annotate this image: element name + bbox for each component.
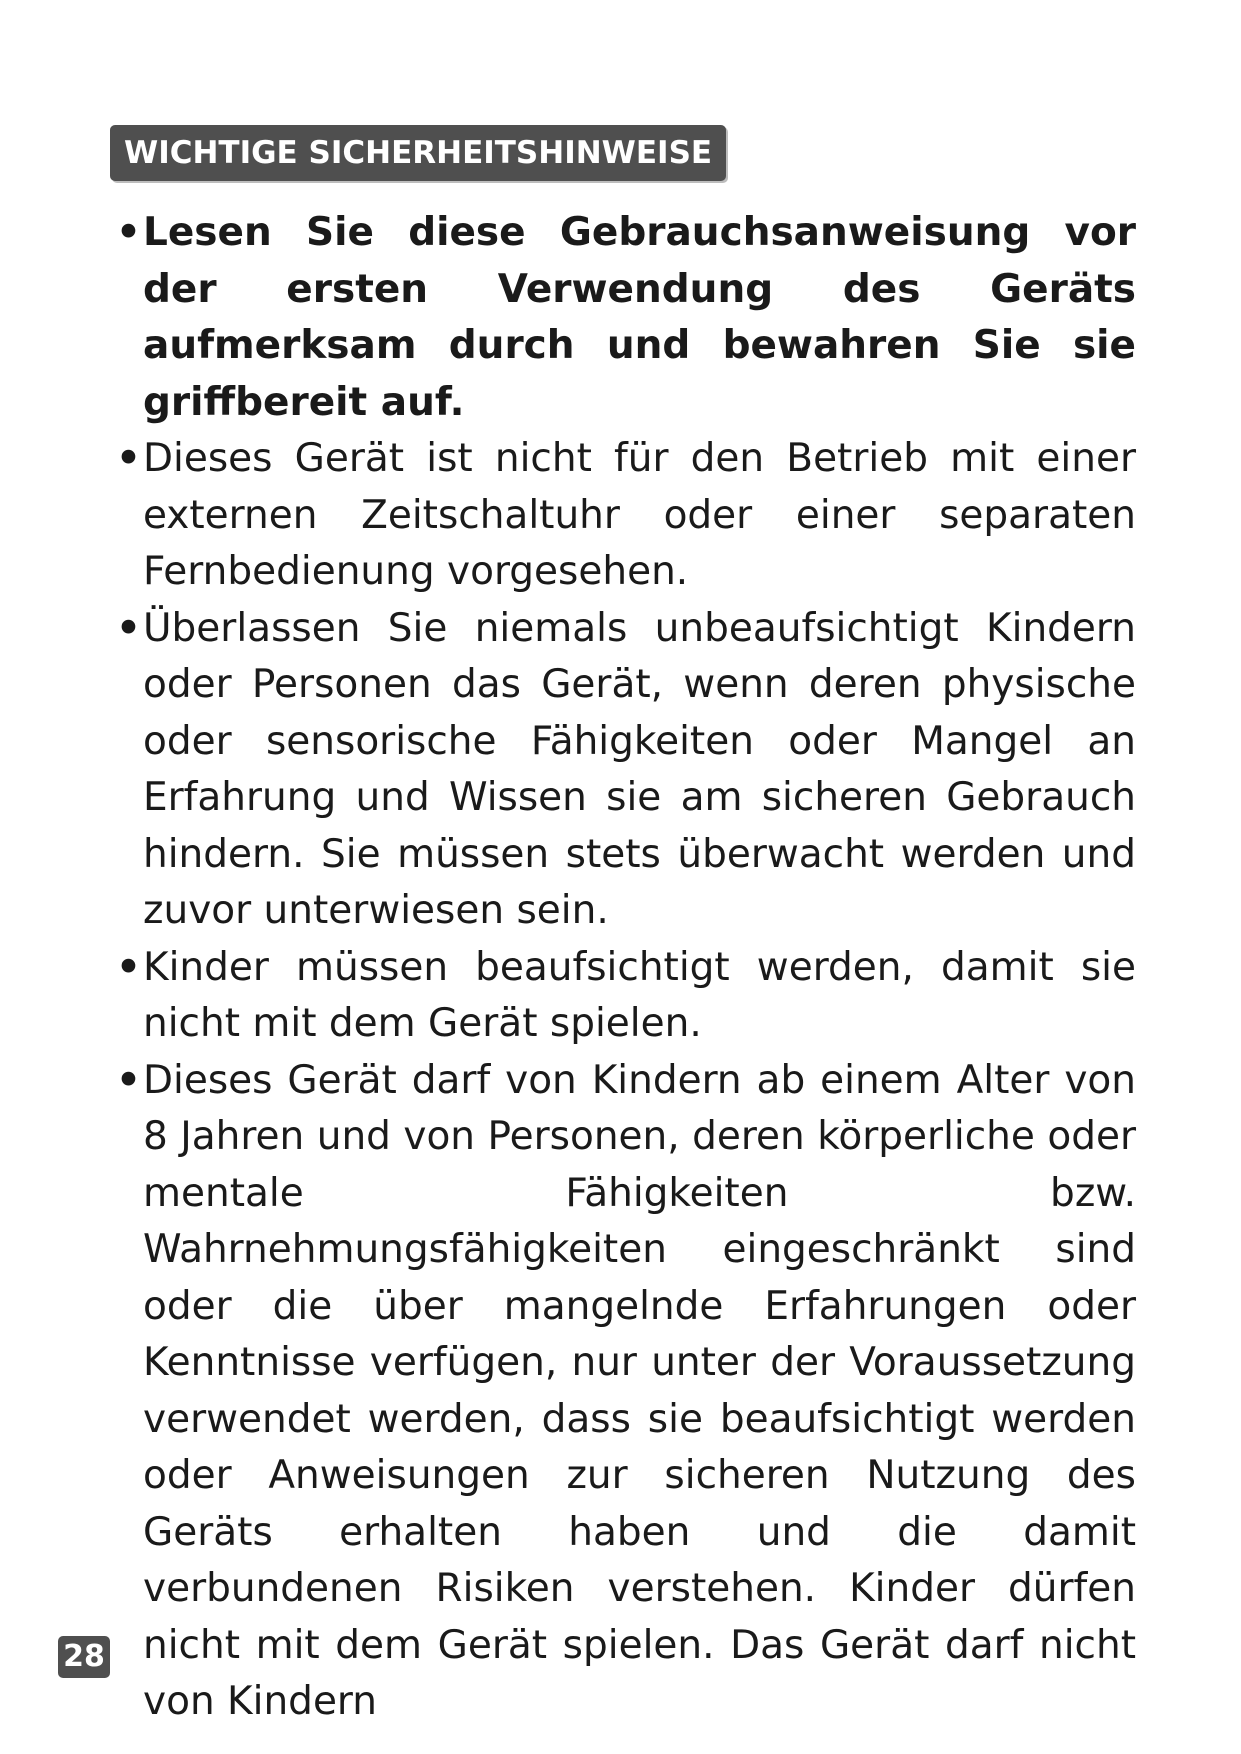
list-item [116,431,1136,601]
bullet-icon: • [116,605,141,651]
page-number-badge: 28 [58,1636,110,1678]
list-item-text: Dieses Gerät darf von Kindern ab einem Alter von 8 Jahren und von Personen, deren körperliche oder mentale Fähigkeiten bzw. Wahrnehmungsfähigkeiten eingeschränkt sind oder die über mangelnde Erfahrungen oder Kenntnisse verfügen, nur unter der Voraussetzung verwendet werden, dass sie beaufsichtigt werden oder Anweisungen zur sicheren Nutzung des Geräts erhalten haben und die damit verbundenen Risiken verstehen. Kinder dürfen nicht mit dem Gerät spielen. Das Gerät darf nicht von Kindern [143,1057,1136,1724]
bullet-icon: • [116,436,141,481]
list-item-text: Lesen Sie diese Gebrauchsanweisung vor der ersten Verwendung des Geräts aufmerksam durch und bewahren Sie sie griffbereit auf. [143,210,1136,425]
bullet-list [116,205,1136,1731]
list-item [116,1053,1136,1731]
list-item [116,205,1136,431]
list-item-text: Dieses Gerät ist nicht für den Betrieb mit einer externen Zeitschaltuhr oder einer separaten Fernbedienung vorgesehen. [143,436,1136,594]
bullet-icon: • [116,1057,141,1103]
list-item-text: Überlassen Sie niemals unbeaufsichtigt Kindern oder Personen das Gerät, wenn deren physische oder sensorische Fähigkeiten oder Mangel an Erfahrung und Wissen sie am sicheren Gebrauch hindern. Sie müssen stets überwacht werden und zuvor unterwiesen sein. [143,605,1136,933]
bullet-icon: • [116,210,141,255]
list-item [116,601,1136,940]
section-heading-label: WICHTIGE SICHERHEITSHINWEISE [110,125,726,181]
list-item-text: Kinder müssen beaufsichtigt werden, damit sie nicht mit dem Gerät spielen. [143,944,1136,1046]
bullet-icon: • [116,944,141,990]
safety-instructions [116,205,1136,1731]
list-item [116,940,1136,1053]
